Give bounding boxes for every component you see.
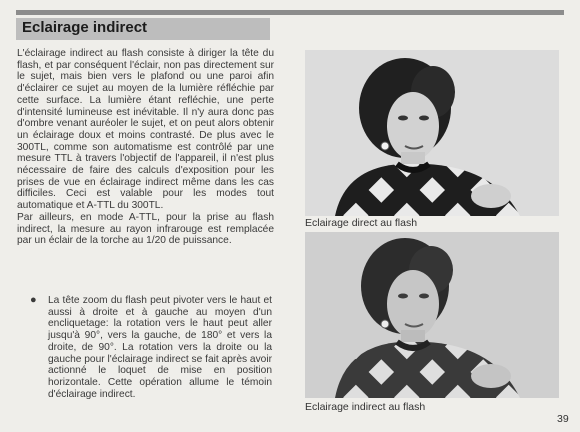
section-heading-bar [16, 18, 270, 40]
body-paragraph: Par ailleurs, en mode A-TTL, pour la prise au flash indirect, la mesure au rayon infrarouge est remplacée par un éclair de la torche au 1/20 de puissance. [17, 211, 274, 247]
caption-indirect: Eclairage indirect au flash [305, 401, 426, 413]
photo-direct-flash [305, 50, 559, 216]
body-text [17, 48, 274, 247]
portrait-image [305, 50, 559, 216]
photo-indirect-flash [305, 232, 559, 398]
bullet-text: La tête zoom du flash peut pivoter vers le haut et aussi à droite et à gauche au moyen d'un encliquetage: la rotation vers le haut peut aller jusqu'à 90°, vers la gauche, de 180° et vers la droite, de 90°. La rotation vers la droite ou la gauche pour l'éclairage indirect se fait après avoir actionné le loquet de mise en position horizontale. Cette opération allume le témoin d'éclairage indirect. [48, 295, 272, 400]
section-title: Eclairage indirect [22, 19, 148, 36]
portrait-image [305, 232, 559, 398]
bullet-marker: ● [30, 294, 37, 306]
page-number: 39 [557, 413, 569, 425]
caption-direct: Eclairage direct au flash [305, 217, 418, 229]
bullet-item [32, 295, 272, 400]
header-rule [16, 10, 564, 15]
body-paragraph: L'éclairage indirect au flash consiste à diriger la tête du flash, et par conséquent l'éclair, non pas directement sur le sujet, mais bien vers le plafond ou une paroi afin d'éclairer ce sujet au moyen de la lumière réfléchie par cette surface. La lumière étant refléchie, une perte d'intensité lumineuse est inévitable. Il n'y aura donc pas d'ombre venant auréoler le sujet, et on peut alors obtenir un éclairage doux et moins contrasté. De plus avec le 300TL, comme son automatisme est contrôlé par une mesure TTL à travers l'objectif de l'appareil, il n'est plus nécessaire de faire des calculs d'exposition pour les prises de vue en éclairage indirect même dans les cas difficiles. Ceci est valable pour les modes tout automatique et A-TTL du 300TL. [17, 48, 274, 212]
